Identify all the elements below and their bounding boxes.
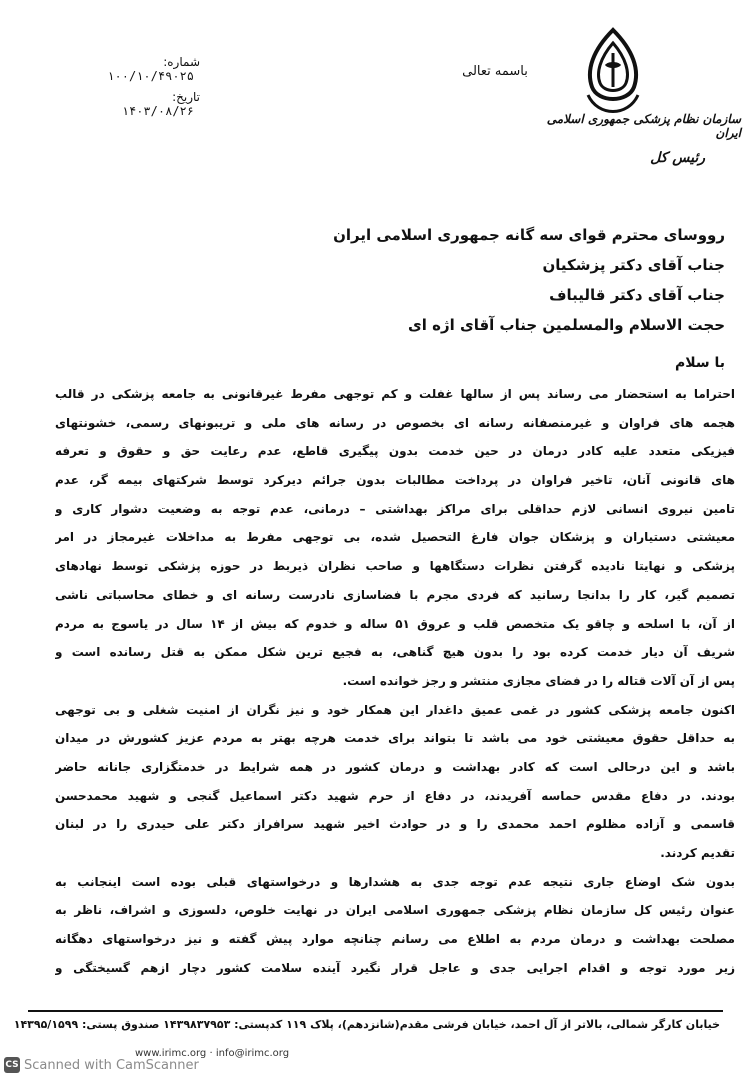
body-line: باشد و این درحالی است که کادر بهداشت و درمان کشور در همه شرایط در خدمتگزاری جانانه حاضر [55,759,735,774]
footer-address: خیابان کارگر شمالی، بالاتر از آل احمد، خیابان فرشی مقدم(شانزدهم)، پلاک ۱۱۹ کدپستی: ۱۴۳۹۸۳۷۹۵۳ صندوق پستی: ۱۴۳۹۵/۱۵۹۹ [13,1018,720,1031]
salutation: با سلام [674,355,725,371]
body-line: پس از آن آلات قتاله را در فضای مجازی منتشر و رجز خوانده است. [342,673,735,688]
addressee-line: جناب آقای دکتر پزشکیان [542,256,725,274]
body-line: بودند. در دفاع مقدس حماسه آفریدند، در دفاع از حرم شهید دکتر اسماعیل گنجی و شهید محمدحسن [55,788,735,803]
body-line: های قانونی آنان، تاخیر فراوان در پرداخت مطالبات بدون جرائم دیرکرد توسط شرکتهای بیمه گر، عدم [55,473,735,488]
body-line: به حداقل حقوق معیشتی خود می باشد تا بتواند برای خدمت هرچه بهتر به مردم عزیز کشورش در میدان [55,731,735,746]
camscanner-icon: CS [4,1057,20,1073]
letter-number-value: ۱۰۰/۱۰/۴۹۰۲۵ [107,69,194,83]
body-line: عنوان رئیس کل سازمان نظام پزشکی جمهوری اسلامی ایران در نهایت خلوص، دلسوزی و اشراف، ناظر به [55,903,735,918]
body-line: اکنون جامعه پزشکی کشور در غمی عمیق داغدار این همکار خود و نیز نگران از امنیت شغلی و بی توجهی [55,702,735,717]
addressee-line: رووسای محترم قوای سه گانه جمهوری اسلامی ایران [333,226,725,244]
body-line: پزشکی و نهایتا نادیده گرفتن نظرات دستگاهها و صاحب نظران ذیربط در حوزه پزشکی توسط نهادهای [55,559,735,574]
letter-body [55,380,735,982]
body-line: زیر مورد توجه و اقدام اجرایی جدی و عاجل قرار نگیرد آینده سلامت کشور دچار ازهم گسیختگی و [55,960,735,975]
body-line: فیزیکی متعدد علیه کادر درمان در حین خدمت بدون پیگیری قاطع، عدم رعایت حق و حقوق و تعرفه [55,444,735,459]
addressee-line: جناب آقای دکتر قالیباف [549,286,725,304]
scanner-watermark [4,1055,199,1075]
body-line: مصلحت بهداشت و درمان مردم به اطلاع می رسانم چنانچه موارد پیش گفته و نیز درخواستهای دهگانه [55,932,735,947]
body-line: قاسمی و آزاده مظلوم احمد محمدی را و در حوادث اخیر شهید سرافراز دکتر علی حیدری را در لبنان [55,817,735,832]
body-line: هجمه های فراوان و غیرمنصفانه رسانه ای بخصوص در رسانه های ملی و تریبونهای رسمی، خشونتهای [55,415,735,430]
emblem-logo [578,25,648,120]
footer-divider [28,1010,723,1012]
letter-date-value: ۱۴۰۳/۰۸/۲۶ [121,104,194,118]
body-line: از آن، با اسلحه و چاقو یک متخصص قلب و عروق ۵۱ ساله و خدوم که بیش از ۱۴ سال در یاسوج به مردم [55,616,735,631]
organization-name: سازمان نظام پزشکی جمهوری اسلامی ایران [546,112,741,140]
letter-number-label: شماره: [163,55,200,69]
body-line: معیشتی دستیاران و پزشکان جوان فارغ التحصیل شده، بی توجهی مفرط به مداخلات غیرمجاز در امر [55,530,735,545]
bismillah-heading: باسمه تعالی [462,64,528,79]
letter-number-row [70,55,200,83]
organization-title: رئیس کل [650,150,705,166]
body-line: تامین نیروی انسانی لازم حداقلی برای مراکز بهداشتی – درمانی، عدم توجه به وضعیت دشوار کاری و [55,501,735,516]
watermark-text: Scanned with CamScanner [24,1057,199,1073]
body-line: تصمیم گیر، کار را بدانجا رسانید که فردی مجرم با فضاسازی نادرست رسانه ای و خطای محاسباتی ناشی [55,587,735,602]
body-line: شریف آن دیار خدمت کرده بود را بدون هیچ گناهی، به فجیع ترین شکل ممکن به قتل رسانده است و [55,645,735,660]
body-line: بدون شک اوضاع جاری نتیجه عدم توجه جدی به هشدارها و درخواستهای قبلی بوده است اینجانب به [55,874,735,889]
footer-contact: www.irimc.org · info@irimc.org [135,1048,290,1058]
body-line: احتراما به استحضار می رساند پس از سالها غفلت و کم توجهی مفرط غیرقانونی به جامعه پزشکی در قالب [55,387,735,401]
addressee-block [205,220,725,340]
body-line: تقدیم کردند. [660,846,735,860]
letter-date-row [70,90,200,118]
letter-date-label: تاریخ: [172,90,200,104]
addressee-line: حجت الاسلام والمسلمین جناب آقای اژه ای [408,316,725,334]
